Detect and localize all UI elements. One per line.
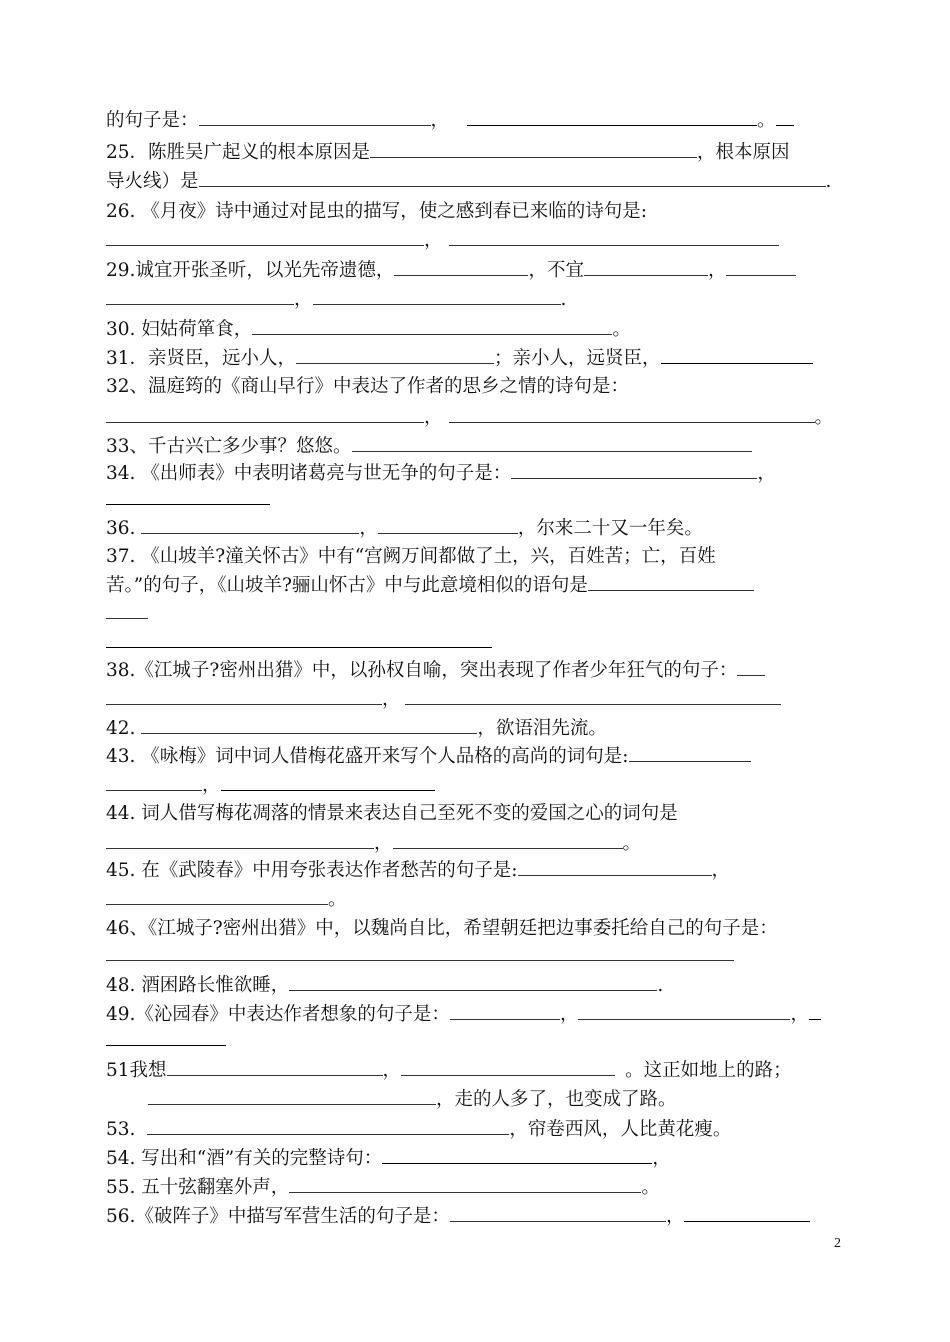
question-line <box>106 286 851 314</box>
question-text: ，欲语泪先流。 <box>477 718 607 739</box>
answer-blank[interactable] <box>141 515 359 534</box>
answer-blank[interactable] <box>629 743 751 762</box>
question-text: 49.《沁园春》中表达作者想象的句子是： <box>106 1004 450 1025</box>
answer-blank[interactable] <box>511 460 757 479</box>
question-text: 。 <box>612 319 631 340</box>
answer-blank[interactable] <box>296 345 494 364</box>
question-text: 的句子是： <box>106 110 199 131</box>
question-text: 33、千古兴亡多少事？悠悠。 <box>106 436 352 457</box>
question-text: ，走的人多了，也变成了路。 <box>436 1089 677 1110</box>
question-text: 29.诚宜开张圣听，以光先帝遗德， <box>106 260 395 281</box>
question-text: 38.《江城子?密州出猎》中，以孙权自喻，突出表现了作者少年狂气的句子： <box>106 660 738 681</box>
question-text: ， <box>707 260 727 281</box>
answer-blank[interactable] <box>809 1001 821 1020</box>
answer-blank[interactable] <box>467 107 757 126</box>
question-text: 。 <box>757 110 776 131</box>
question-text: 32、温庭筠的《商山早行》中表达了作者的思乡之情的诗句是： <box>106 376 630 397</box>
question-text: 。 <box>328 889 347 910</box>
answer-blank[interactable] <box>450 1001 560 1020</box>
question-text: . <box>560 289 567 310</box>
question-line <box>106 543 851 571</box>
answer-blank[interactable] <box>289 1174 641 1193</box>
question-text: . <box>825 171 832 192</box>
question-line <box>106 227 851 255</box>
question-text: ， <box>652 1148 671 1169</box>
question-text: 55. 五十弦翻塞外声， <box>106 1177 290 1198</box>
question-text: 。 <box>814 407 834 428</box>
answer-blank[interactable] <box>449 227 779 246</box>
question-text: ，帘卷西风，人比黄花瘦。 <box>509 1119 732 1140</box>
question-text: 25．陈胜吴广起义的根本原因是 <box>106 142 371 163</box>
question-text: 。这正如地上的路； <box>625 1060 792 1081</box>
question-text: ，根本原因 <box>697 142 790 163</box>
question-text: ， <box>665 1206 685 1227</box>
question-text: 43. 《咏梅》词中词人借梅花盛开来写个人品格的高尚的词句是: <box>106 746 629 767</box>
question-line <box>106 715 851 743</box>
question-line <box>106 515 851 543</box>
question-text: ， <box>294 289 313 310</box>
answer-blank[interactable] <box>661 345 813 364</box>
answer-blank[interactable] <box>776 107 794 126</box>
question-text: 51我想 <box>106 1060 167 1081</box>
answer-blank[interactable] <box>141 715 477 734</box>
question-text: 。 <box>641 1177 660 1198</box>
question-line <box>106 572 851 600</box>
question-text: 30. 妇姑荷箪食， <box>106 319 253 340</box>
question-line <box>106 460 851 488</box>
question-text: . <box>657 975 664 996</box>
answer-blank[interactable] <box>106 830 374 849</box>
answer-blank[interactable] <box>378 515 518 534</box>
question-line <box>106 1174 851 1202</box>
question-line <box>106 316 851 344</box>
answer-blank[interactable] <box>352 433 752 452</box>
answer-blank[interactable] <box>167 1057 383 1076</box>
question-text: ， <box>382 1060 402 1081</box>
answer-blank[interactable] <box>106 942 734 961</box>
answer-blank[interactable] <box>726 257 796 276</box>
question-line <box>106 800 851 828</box>
answer-blank[interactable] <box>106 629 492 648</box>
question-line <box>106 257 851 285</box>
question-text: 46、《江城子?密州出猎》中，以魏尚自比，希望朝廷把边事委托给自己的句子是： <box>106 918 778 939</box>
answer-blank[interactable] <box>370 139 697 158</box>
question-text: 42. <box>106 718 142 739</box>
question-line <box>106 629 851 657</box>
answer-blank[interactable] <box>684 1203 810 1222</box>
question-line <box>106 486 851 514</box>
question-text: 31．亲贤臣，远小人， <box>106 348 297 369</box>
question-line <box>106 686 851 714</box>
answer-blank[interactable] <box>148 1086 436 1105</box>
question-line <box>106 1086 851 1114</box>
answer-blank[interactable] <box>106 486 270 505</box>
answer-blank[interactable] <box>106 227 424 246</box>
question-line <box>106 1116 851 1144</box>
question-line <box>106 915 851 943</box>
answer-blank[interactable] <box>199 107 431 126</box>
answer-blank[interactable] <box>584 257 708 276</box>
answer-blank[interactable] <box>221 772 435 791</box>
question-text: 导火线）是 <box>106 171 199 192</box>
question-text: ，尔来二十又一年矣。 <box>517 518 703 539</box>
question-text: ，不宜 <box>528 260 584 281</box>
question-line <box>106 942 851 970</box>
question-line <box>106 1001 851 1029</box>
question-text: ， <box>359 518 378 539</box>
answer-blank[interactable] <box>106 886 328 905</box>
question-text: ， <box>757 463 776 484</box>
answer-blank[interactable] <box>588 572 754 591</box>
question-line <box>106 657 851 685</box>
answer-blank[interactable] <box>289 972 657 991</box>
question-text: 44. 词人借写梅花凋落的情景来表达自己至死不变的爱国之心的词句是 <box>106 803 678 824</box>
answer-blank[interactable] <box>737 657 765 676</box>
answer-blank[interactable] <box>106 772 202 791</box>
question-line <box>106 1057 851 1085</box>
question-text: 37. 《山坡羊?潼关怀古》中有“宫阙万间都做了土，兴，百姓苦；亡，百姓 <box>106 546 716 567</box>
question-line <box>106 1203 851 1231</box>
question-line <box>106 830 851 858</box>
question-line <box>106 433 851 461</box>
question-line <box>106 772 851 800</box>
question-line <box>106 972 851 1000</box>
answer-blank[interactable] <box>394 257 528 276</box>
question-text: 。 <box>622 833 642 854</box>
question-line <box>106 857 851 885</box>
answer-blank[interactable] <box>393 830 623 849</box>
question-text: ， <box>430 110 450 131</box>
question-text: 45. 在《武陵春》中用夸张表达作者愁苦的句子是: <box>106 860 518 881</box>
question-text: 26. 《月夜》诗中通过对昆虫的描写，使之感到春已来临的诗句是: <box>106 201 648 222</box>
answer-blank[interactable] <box>578 1001 790 1020</box>
answer-blank[interactable] <box>106 404 424 423</box>
question-line <box>106 886 851 914</box>
answer-blank[interactable] <box>518 857 712 876</box>
question-line <box>106 168 851 196</box>
answer-blank[interactable] <box>401 1057 615 1076</box>
question-line <box>106 198 851 226</box>
question-line <box>106 373 851 401</box>
question-text: ， <box>790 1004 809 1025</box>
answer-blank[interactable] <box>405 686 781 705</box>
question-line <box>106 600 851 628</box>
answer-blank[interactable] <box>106 600 148 619</box>
answer-blank[interactable] <box>106 686 382 705</box>
question-line <box>106 743 851 771</box>
question-text: 54. 写出和“酒”有关的完整诗句： <box>106 1148 383 1169</box>
question-text: ， <box>424 230 443 251</box>
question-text: 56.《破阵子》中描写军营生活的句子是： <box>106 1206 450 1227</box>
question-text: 苦。”的句子，《山坡羊?骊山怀古》中与此意境相似的语句是 <box>106 575 588 596</box>
question-line <box>106 404 851 432</box>
question-line <box>106 139 851 167</box>
question-line <box>106 107 851 135</box>
answer-blank[interactable] <box>106 286 294 305</box>
question-line <box>106 345 851 373</box>
answer-blank[interactable] <box>450 1203 666 1222</box>
question-line <box>106 1027 851 1055</box>
question-text: ， <box>559 1004 579 1025</box>
answer-blank[interactable] <box>382 1145 652 1164</box>
question-text: 36. <box>106 518 142 539</box>
answer-blank[interactable] <box>252 316 612 335</box>
question-text: ， <box>424 407 443 428</box>
question-text: ；亲小人，远贤臣， <box>494 348 661 369</box>
question-text: ， <box>382 689 401 710</box>
question-text: 34. 《出师表》中表明诸葛亮与世无争的句子是： <box>106 463 512 484</box>
answer-blank[interactable] <box>449 404 815 423</box>
question-text: 53. <box>106 1119 136 1140</box>
answer-blank[interactable] <box>313 286 561 305</box>
answer-blank[interactable] <box>106 1027 226 1046</box>
question-text: ， <box>711 860 731 881</box>
question-line <box>106 1145 851 1173</box>
answer-blank[interactable] <box>147 1116 509 1135</box>
answer-blank[interactable] <box>199 168 826 187</box>
page-number: 2 <box>834 1236 841 1251</box>
question-text: ， <box>374 833 393 854</box>
question-text: ， <box>202 775 221 796</box>
question-text: 48. 酒困路长惟欲睡， <box>106 975 290 996</box>
